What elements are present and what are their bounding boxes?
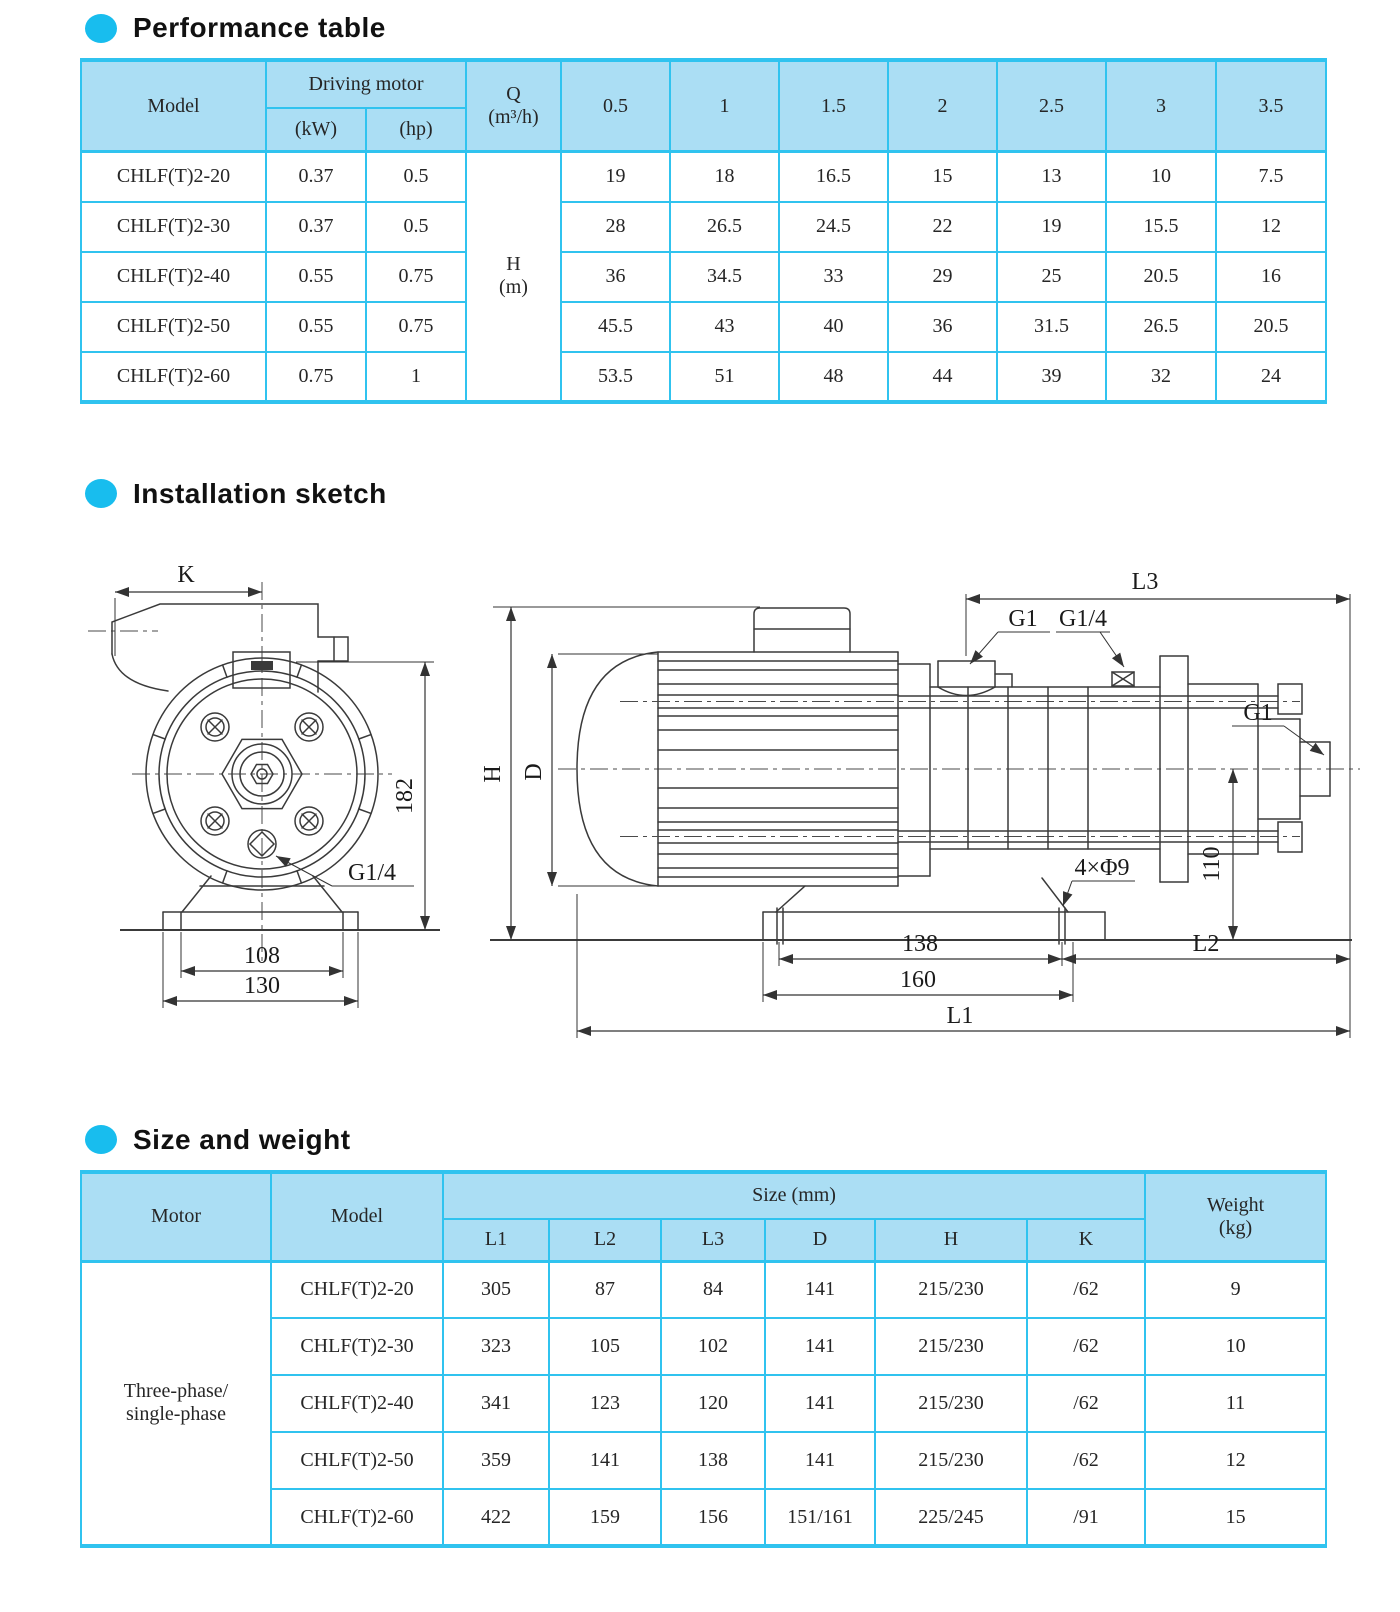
weight-cell: 10 [1145,1318,1326,1375]
kw-cell: 0.55 [266,252,366,302]
head-value-cell: 24.5 [779,202,888,252]
performance-table [80,58,1327,404]
holes-label-4xphi9: 4×Φ9 [1074,854,1130,881]
model-cell: CHLF(T)2-60 [81,352,266,402]
column-header-l2: L2 [549,1219,661,1262]
l1-cell: 305 [443,1261,549,1318]
head-value-cell: 28 [561,202,670,252]
column-header-flow-2.5: 2.5 [997,60,1106,152]
head-value-cell: 20.5 [1216,302,1326,352]
l2-cell: 159 [549,1489,661,1546]
kw-cell: 0.55 [266,302,366,352]
column-header-flow-0.5: 0.5 [561,60,670,152]
column-header-flow-1.5: 1.5 [779,60,888,152]
head-value-cell: 45.5 [561,302,670,352]
hp-cell: 1 [366,352,466,402]
head-value-cell: 44 [888,352,997,402]
hp-cell: 0.75 [366,252,466,302]
weight-cell: 11 [1145,1375,1326,1432]
l3-cell: 120 [661,1375,765,1432]
head-value-cell: 39 [997,352,1106,402]
dim-label-k: K [177,561,195,588]
column-header-l3: L3 [661,1219,765,1262]
l1-cell: 341 [443,1375,549,1432]
model-cell: CHLF(T)2-50 [81,302,266,352]
dim-label-182: 182 [392,777,418,814]
head-value-cell: 26.5 [1106,302,1216,352]
l3-cell: 102 [661,1318,765,1375]
column-header-flow-2: 2 [888,60,997,152]
h-cell: 215/230 [875,1261,1027,1318]
installation-section-title [85,478,1400,510]
section-title-text: Size and weight [133,1123,351,1155]
kw-cell: 0.37 [266,202,366,252]
installation-section [0,478,1400,1094]
side-view-drawing [480,569,1360,1038]
column-header-model: Model [271,1172,443,1262]
column-header-weight [1145,1172,1326,1262]
head-value-cell: 43 [670,302,779,352]
size-weight-section-title [85,1124,1400,1156]
model-cell: CHLF(T)2-20 [271,1261,443,1318]
k-cell: /91 [1027,1489,1145,1546]
performance-table-row [81,352,1326,402]
q-label-line2: (m³/h) [488,106,539,128]
port-label-g1-4-top: G1/4 [1059,605,1107,632]
dim-label-l2: L2 [1192,930,1220,957]
performance-section [0,0,1400,404]
weight-cell: 9 [1145,1261,1326,1318]
front-view-drawing [88,562,440,1008]
head-value-cell: 26.5 [670,202,779,252]
page-title: Performance table [133,12,386,43]
model-cell: CHLF(T)2-50 [271,1432,443,1489]
head-value-cell: 16.5 [779,152,888,202]
performance-table-row [81,202,1326,252]
dim-label-138: 138 [902,930,938,957]
kw-cell: 0.75 [266,352,366,402]
section-bullet-icon [85,14,117,43]
model-cell: CHLF(T)2-20 [81,152,266,202]
head-value-cell: 15 [888,152,997,202]
h-cell: 215/230 [875,1432,1027,1489]
l1-cell: 422 [443,1489,549,1546]
head-h-m-merged-cell [466,152,561,402]
head-value-cell: 19 [997,202,1106,252]
weight-cell: 12 [1145,1432,1326,1489]
size-weight-table-row [81,1261,1326,1318]
head-value-cell: 19 [561,152,670,202]
column-header-driving-motor: Driving motor [266,60,466,108]
performance-table-row [81,302,1326,352]
head-value-cell: 10 [1106,152,1216,202]
motor-merged-cell [81,1261,271,1546]
l2-cell: 123 [549,1375,661,1432]
l3-cell: 84 [661,1261,765,1318]
column-header-motor: Motor [81,1172,271,1262]
l3-cell: 138 [661,1432,765,1489]
motor-merged-cell-line1: Three-phase/ [123,1380,229,1403]
q-label-line1: Q [506,83,521,105]
head-value-cell: 33 [779,252,888,302]
column-header-hp: (hp) [366,108,466,152]
column-header-l1: L1 [443,1219,549,1262]
head-h-m-merged-cell-line2: (m) [499,276,528,299]
size-weight-table [80,1170,1327,1549]
column-header-size-mm: Size (mm) [443,1172,1145,1219]
d-cell: 141 [765,1261,875,1318]
head-value-cell: 24 [1216,352,1326,402]
l2-cell: 105 [549,1318,661,1375]
head-value-cell: 15.5 [1106,202,1216,252]
dim-label-108: 108 [244,942,280,969]
d-cell: 141 [765,1375,875,1432]
column-header-flow-3.5: 3.5 [1216,60,1326,152]
head-value-cell: 34.5 [670,252,779,302]
head-value-cell: 13 [997,152,1106,202]
column-header-kw: (kW) [266,108,366,152]
weight-label-line1: Weight [1206,1193,1265,1216]
section-bullet-icon [85,479,117,508]
d-cell: 151/161 [765,1489,875,1546]
head-value-cell: 31.5 [997,302,1106,352]
kw-cell: 0.37 [266,152,366,202]
model-cell: CHLF(T)2-30 [81,202,266,252]
head-value-cell: 32 [1106,352,1216,402]
section-title-text: Installation sketch [133,477,387,509]
model-cell: CHLF(T)2-30 [271,1318,443,1375]
dim-label-130: 130 [244,972,280,999]
head-value-cell: 7.5 [1216,152,1326,202]
model-cell: CHLF(T)2-60 [271,1489,443,1546]
weight-label-line2: (kg) [1218,1216,1253,1239]
column-header-flow-1: 1 [670,60,779,152]
head-value-cell: 25 [997,252,1106,302]
hp-cell: 0.75 [366,302,466,352]
head-value-cell: 53.5 [561,352,670,402]
size-weight-section [0,1124,1400,1549]
port-label-g1-top: G1 [1008,605,1038,632]
column-header-model: Model [81,60,266,152]
model-cell: CHLF(T)2-40 [271,1375,443,1432]
k-cell: /62 [1027,1432,1145,1489]
motor-merged-cell-line2: single-phase [126,1403,226,1426]
hp-cell: 0.5 [366,152,466,202]
port-label-g1-right: G1 [1243,699,1273,726]
dim-label-l3: L3 [1131,568,1159,595]
model-cell: CHLF(T)2-40 [81,252,266,302]
h-cell: 215/230 [875,1318,1027,1375]
d-cell: 141 [765,1432,875,1489]
head-value-cell: 29 [888,252,997,302]
head-value-cell: 18 [670,152,779,202]
k-cell: /62 [1027,1318,1145,1375]
head-value-cell: 36 [561,252,670,302]
dim-label-160: 160 [900,966,936,993]
head-value-cell: 48 [779,352,888,402]
head-value-cell: 40 [779,302,888,352]
h-cell: 225/245 [875,1489,1027,1546]
column-header-k: K [1027,1219,1145,1262]
head-value-cell: 16 [1216,252,1326,302]
l1-cell: 359 [443,1432,549,1489]
head-h-m-merged-cell-line1: H [506,253,521,276]
hp-cell: 0.5 [366,202,466,252]
port-label-g1-4-front: G1/4 [348,859,396,886]
performance-table-row [81,152,1326,202]
column-header-flow-3: 3 [1106,60,1216,152]
dim-label-h: H [480,764,506,783]
head-value-cell: 22 [888,202,997,252]
head-value-cell: 51 [670,352,779,402]
dim-label-110: 110 [1199,845,1225,882]
l1-cell: 323 [443,1318,549,1375]
column-header-q [466,60,561,152]
column-header-h: H [875,1219,1027,1262]
section-bullet-icon [85,1125,117,1154]
weight-cell: 15 [1145,1489,1326,1546]
k-cell: /62 [1027,1375,1145,1432]
column-header-d: D [765,1219,875,1262]
dim-label-d: D [521,762,547,781]
l2-cell: 87 [549,1261,661,1318]
l3-cell: 156 [661,1489,765,1546]
performance-section-title [85,12,1400,44]
k-cell: /62 [1027,1261,1145,1318]
d-cell: 141 [765,1318,875,1375]
performance-table-row [81,252,1326,302]
head-value-cell: 20.5 [1106,252,1216,302]
head-value-cell: 12 [1216,202,1326,252]
h-cell: 215/230 [875,1375,1027,1432]
dim-label-l1: L1 [946,1002,974,1029]
installation-sketch-drawing [60,534,1400,1094]
head-value-cell: 36 [888,302,997,352]
l2-cell: 141 [549,1432,661,1489]
